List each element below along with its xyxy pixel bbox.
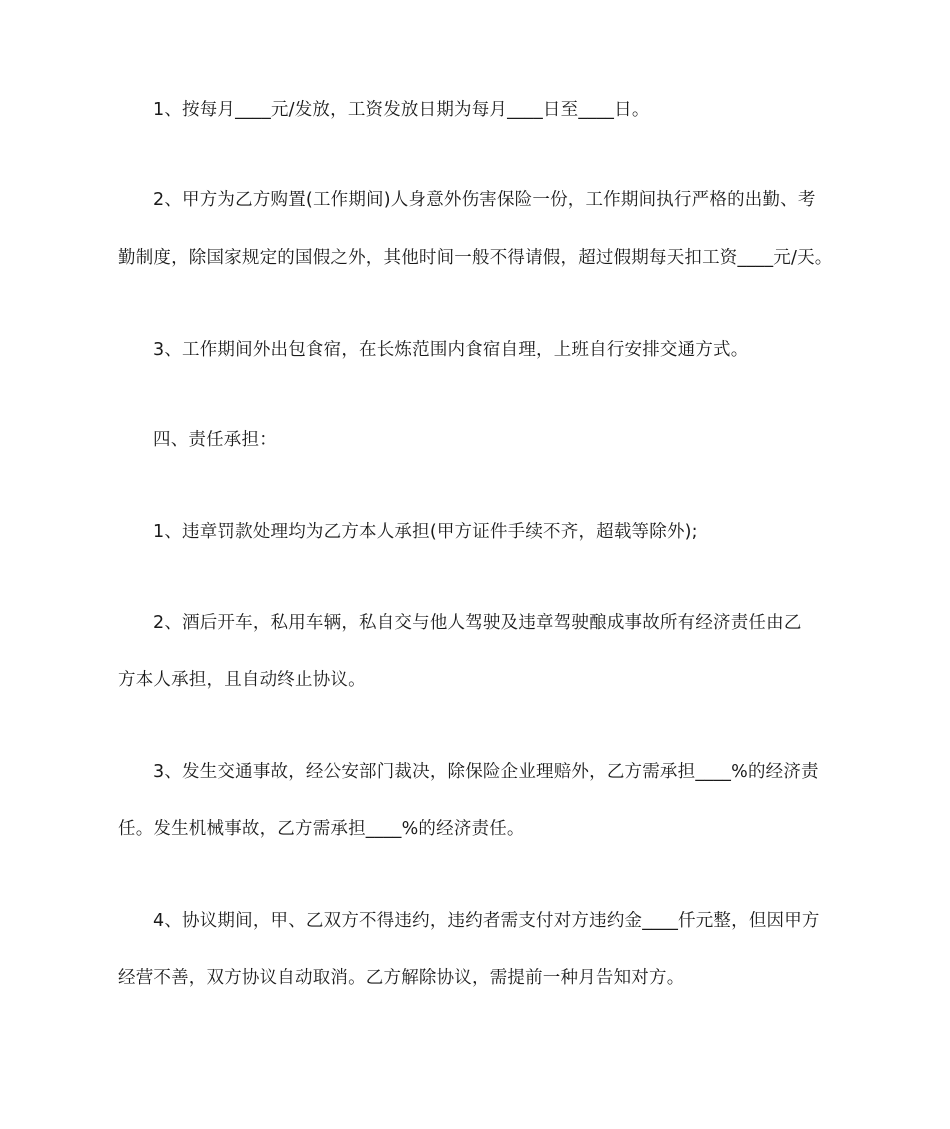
paragraph-breach-line-2: 经营不善，双方协议自动取消。乙方解除协议，需提前一种月告知对方。 [118, 968, 685, 988]
paragraph-insurance-line-1: 2、甲方为乙方购置(工作期间)人身意外伤害保险一份，工作期间执行严格的出勤、考 [153, 190, 816, 210]
paragraph-breach-line-1: 4、协议期间，甲、乙双方不得违约，违约者需支付对方违约金____仟元整，但因甲方 [153, 911, 820, 931]
paragraph-accident-line-1: 3、发生交通事故，经公安部门裁决，除保险企业理赔外，乙方需承担____%的经济责 [153, 762, 819, 782]
paragraph-payment-line-1: 1、按每月____元/发放，工资发放日期为每月____日至____日。 [153, 100, 650, 120]
paragraph-drunk-driving-line-2: 方本人承担，且自动终止协议。 [118, 670, 366, 690]
paragraph-drunk-driving-line-1: 2、酒后开车，私用车辆，私自交与他人驾驶及违章驾驶酿成事故所有经济责任由乙 [153, 613, 802, 633]
paragraph-accommodation-line-1: 3、工作期间外出包食宿，在长炼范围内食宿自理，上班自行安排交通方式。 [153, 340, 749, 360]
paragraph-fines-line-1: 1、违章罚款处理均为乙方本人承担(甲方证件手续不齐，超载等除外); [153, 522, 698, 542]
section-heading-liability: 四、责任承担： [153, 430, 277, 450]
paragraph-insurance-line-2: 勤制度，除国家规定的国假之外，其他时间一般不得请假，超过假期每天扣工资____元/天。 [118, 248, 833, 268]
paragraph-accident-line-2: 任。发生机械事故，乙方需承担____%的经济责任。 [118, 819, 525, 839]
